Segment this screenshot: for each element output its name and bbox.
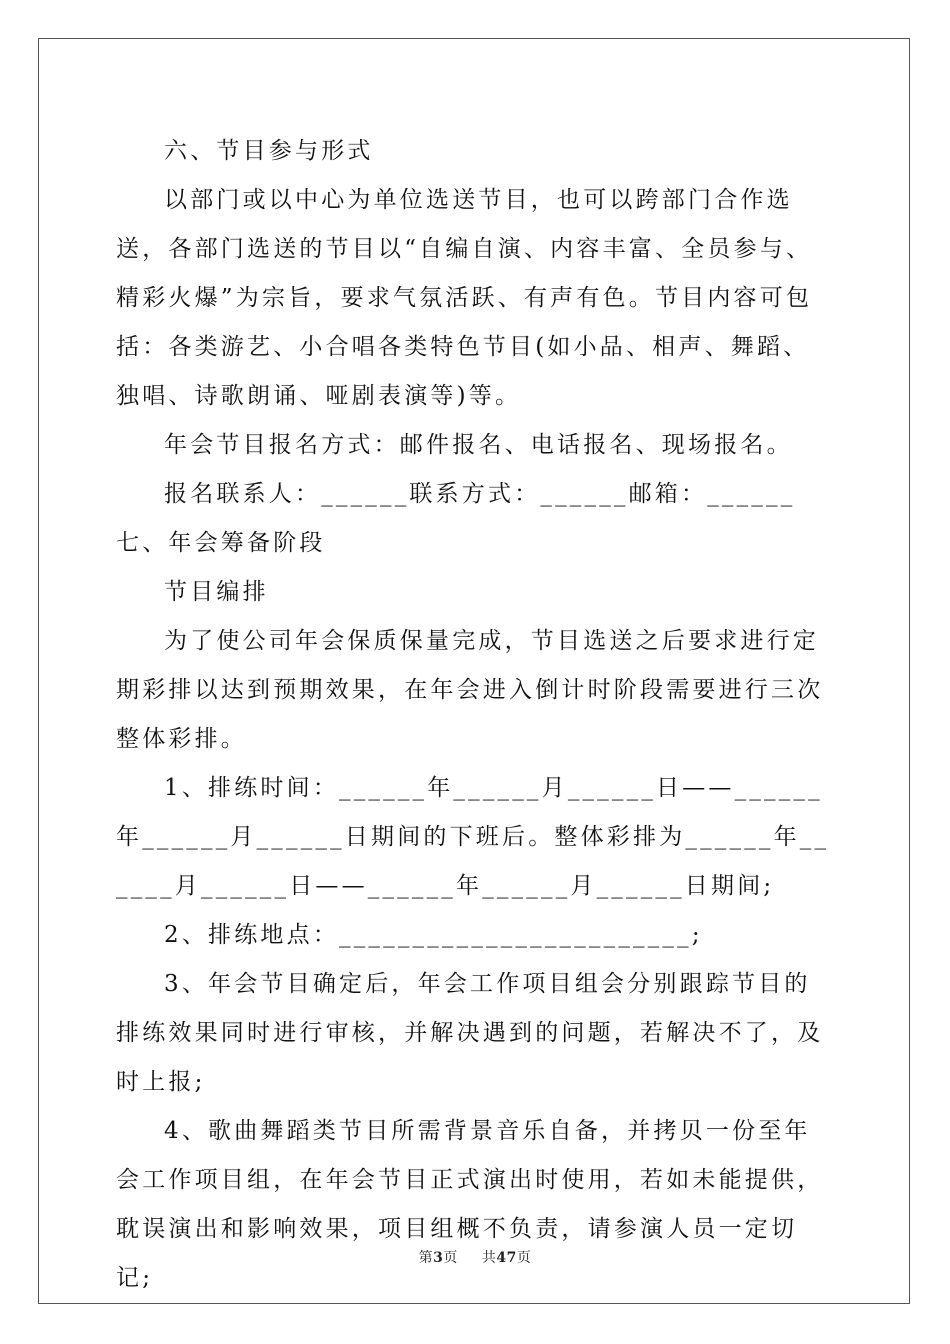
page-number: 3 bbox=[433, 1250, 444, 1266]
paragraph-registration-method: 年会节目报名方式：邮件报名、电话报名、现场报名。 bbox=[164, 432, 793, 458]
list-item-rehearsal-time: 1、排练时间：______年______月______日——______年______月______日期间的下班后。整体彩排为______年______月______日——______年______月______日期间; bbox=[116, 775, 830, 899]
total-pages: 47 bbox=[496, 1250, 517, 1266]
section-heading-program-arrangement: 节目编排 bbox=[164, 579, 269, 605]
total-prefix: 共 bbox=[481, 1250, 497, 1266]
list-item-program-review: 3、年会节目确定后，年会工作项目组会分别跟踪节目的排练效果同时进行审核，并解决遇到的问题，若解决不了，及时上报; bbox=[116, 971, 824, 1095]
page-footer bbox=[0, 1247, 950, 1267]
page-prefix: 第 bbox=[418, 1250, 434, 1266]
paragraph-rehearsal-purpose: 为了使公司年会保质保量完成，节目选送之后要求进行定期彩排以达到预期效果，在年会进入倒计时阶段需要进行三次整体彩排。 bbox=[116, 628, 824, 752]
document-body bbox=[116, 127, 832, 1303]
paragraph-program-selection: 以部门或以中心为单位选送节目，也可以跨部门合作选送，各部门选送的节目以“自编自演、内容丰富、全员参与、精彩火爆”为宗旨，要求气氛活跃、有声有色。节目内容可包括：各类游艺、小合唱各类特色节目(如小品、相声、舞蹈、独唱、诗歌朗诵、哑剧表演等)等。 bbox=[116, 187, 813, 409]
total-suffix: 页 bbox=[516, 1250, 532, 1266]
paragraph-registration-contact: 报名联系人：______联系方式：______邮箱：______七、年会筹备阶段 bbox=[116, 481, 796, 556]
list-item-rehearsal-location: 2、排练地点：________________________; bbox=[164, 922, 703, 948]
list-item-background-music: 4、歌曲舞蹈类节目所需背景音乐自备，并拷贝一份至年会工作项目组，在年会节目正式演出时使用，若如未能提供，耽误演出和影响效果，项目组概不负责，请参演人员一定切记; bbox=[116, 1118, 824, 1291]
page-suffix: 页 bbox=[443, 1250, 458, 1266]
section-heading-program-format: 六、节目参与形式 bbox=[164, 138, 374, 164]
